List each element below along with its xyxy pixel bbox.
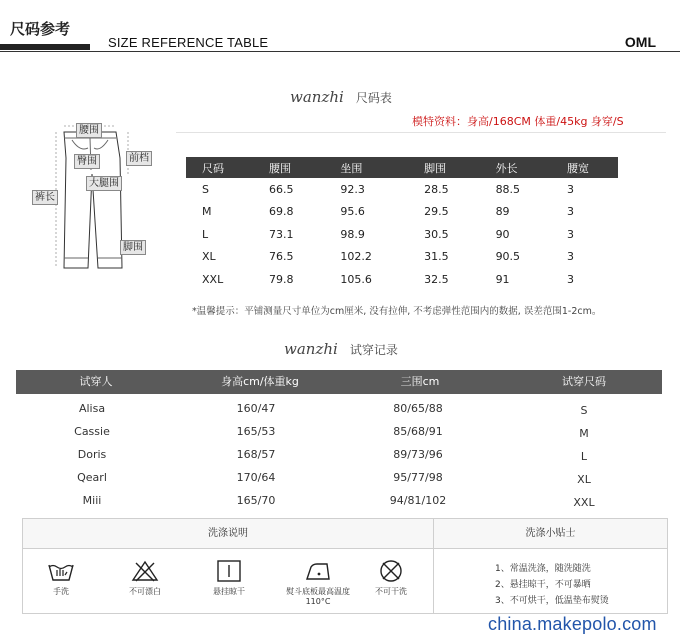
- header-cell: 试穿人: [79, 375, 113, 388]
- header-title-cn: 尺码参考: [10, 20, 71, 38]
- table-cell: 90.5: [495, 250, 521, 264]
- table-cell: L: [580, 450, 588, 463]
- header-cell: 腰围: [253, 157, 324, 178]
- no-bleach-icon: [130, 559, 160, 583]
- size-section-title: [290, 88, 392, 106]
- hang-dry-icon: [214, 559, 244, 583]
- table-cell: 91: [495, 272, 510, 286]
- care-caption: 手洗: [53, 587, 69, 596]
- header-title-en: SIZE REFERENCE TABLE: [108, 35, 269, 50]
- try-section-title: [284, 340, 398, 358]
- table-cell: 80/65/88: [393, 402, 443, 415]
- header-cell: 试穿尺码: [562, 375, 606, 388]
- care-tip: 3、不可烘干，低温垫布熨烫: [495, 596, 609, 606]
- header-cell: 脚围: [408, 157, 479, 178]
- table-row: [16, 444, 662, 466]
- table-cell: 3: [566, 250, 574, 264]
- care-caption: 熨斗底板最高温度110°C: [286, 587, 350, 606]
- table-cell: S: [202, 182, 209, 196]
- care-title-left: 洗涤说明: [23, 519, 433, 549]
- table-cell: Doris: [77, 448, 107, 461]
- care-item-iron: [283, 559, 353, 607]
- header-cell: 三围cm: [400, 375, 440, 388]
- care-instructions: [22, 518, 668, 614]
- table-row: [16, 490, 662, 512]
- table-cell: 168/57: [236, 448, 276, 461]
- model-info: 模特资料：身高/168CM 体重/45kg 身穿/S: [412, 115, 624, 128]
- table-cell: 160/47: [236, 402, 276, 415]
- diagram-label-length: 裤长: [32, 190, 58, 205]
- brand-logo: wanzhi: [284, 340, 338, 358]
- iron-icon: [303, 559, 333, 583]
- table-cell: L: [202, 227, 209, 241]
- pants-diagram: [28, 118, 158, 278]
- page-header: [0, 0, 680, 58]
- table-cell: XL: [577, 473, 591, 486]
- table-cell: 85/68/91: [393, 425, 443, 438]
- table-cell: 98.9: [340, 227, 365, 241]
- header-cell: 坐围: [324, 157, 408, 178]
- table-cell: 95/77/98: [393, 471, 443, 484]
- table-cell: 31.5: [424, 250, 449, 264]
- table-row: [16, 398, 662, 420]
- care-caption: 不可漂白: [129, 587, 161, 596]
- diagram-label-hem: 脚围: [120, 240, 146, 255]
- table-cell: 105.6: [340, 272, 372, 286]
- try-table-header: [16, 370, 662, 394]
- table-cell: 88.5: [495, 182, 521, 196]
- care-item-no-tumble-dry: [361, 559, 421, 597]
- table-cell: 92.3: [340, 182, 365, 196]
- header-rule: [0, 51, 680, 52]
- care-item-hand-wash: [31, 559, 91, 597]
- table-cell: 66.5: [269, 182, 294, 196]
- care-tip: 1、常温洗涤，随洗随洗: [495, 564, 591, 574]
- table-cell: 69.8: [269, 205, 294, 219]
- brand-logo: wanzhi: [290, 88, 344, 106]
- table-cell: Cassie: [74, 425, 110, 438]
- diagram-label-thigh: 大腿围: [86, 176, 122, 191]
- table-cell: 170/64: [236, 471, 276, 484]
- table-cell: 3: [566, 205, 574, 219]
- size-table-header: [186, 157, 618, 178]
- table-row: [186, 246, 618, 269]
- table-cell: XXL: [202, 272, 224, 286]
- watermark: china.makepolo.com: [488, 614, 657, 634]
- try-section-label: 试穿记录: [349, 343, 398, 357]
- brand-name: OML: [624, 34, 656, 50]
- table-cell: 3: [566, 182, 574, 196]
- diagram-label-waist: 腰围: [76, 123, 102, 138]
- table-cell: 3: [566, 227, 574, 241]
- table-cell: 94/81/102: [389, 494, 447, 507]
- header-accent-bar: [0, 44, 90, 50]
- size-section-label: 尺码表: [355, 91, 392, 105]
- table-cell: 32.5: [424, 272, 449, 286]
- table-row: [186, 268, 618, 291]
- table-row: [186, 178, 618, 201]
- table-cell: XL: [202, 250, 216, 264]
- table-cell: 89/73/96: [393, 448, 443, 461]
- table-cell: XXL: [573, 496, 595, 509]
- table-cell: 89: [495, 205, 510, 219]
- header-cell: 尺码: [186, 157, 253, 178]
- care-title-right: 洗涤小贴士: [434, 519, 667, 549]
- size-table: [186, 157, 618, 291]
- care-item-hang-dry: [199, 559, 259, 597]
- table-cell: 102.2: [340, 250, 372, 264]
- table-row: [16, 421, 662, 443]
- table-row: [186, 223, 618, 246]
- table-cell: 90: [495, 227, 510, 241]
- table-cell: 165/53: [236, 425, 276, 438]
- table-cell: 79.8: [269, 272, 294, 286]
- table-cell: Miii: [82, 494, 102, 507]
- table-cell: 95.6: [340, 205, 365, 219]
- hand-wash-icon: [46, 559, 76, 583]
- section-divider: [176, 132, 666, 133]
- care-divider: [433, 519, 434, 613]
- table-row: [16, 467, 662, 489]
- table-cell: Alisa: [78, 402, 106, 415]
- header-cell: 身高cm/体重kg: [221, 375, 299, 388]
- care-tips: [495, 561, 609, 609]
- care-caption: 不可干洗: [375, 587, 407, 596]
- table-cell: 29.5: [424, 205, 449, 219]
- table-cell: S: [580, 404, 588, 417]
- header-cell: 外长: [480, 157, 551, 178]
- no-tumble-dry-icon: [376, 559, 406, 583]
- table-cell: 30.5: [424, 227, 449, 241]
- table-cell: M: [579, 427, 589, 440]
- table-cell: 76.5: [269, 250, 294, 264]
- header-cell: 腰宽: [551, 157, 618, 178]
- table-row: [186, 201, 618, 224]
- table-cell: 165/70: [236, 494, 276, 507]
- measurement-note: *温馨提示：平铺测量尺寸单位为cm厘米, 没有拉伸, 不考虑弹性范围内的数据, 误差范围1-2cm。: [192, 306, 602, 317]
- table-cell: Qearl: [77, 471, 107, 484]
- table-cell: 3: [566, 272, 574, 286]
- care-caption: 悬挂晾干: [213, 587, 245, 596]
- table-cell: 73.1: [269, 227, 294, 241]
- diagram-label-front-rise: 前档: [126, 151, 152, 166]
- care-tip: 2、悬挂晾干，不可暴晒: [495, 580, 591, 590]
- diagram-label-hip: 臀围: [74, 154, 100, 169]
- table-cell: M: [202, 205, 212, 219]
- care-item-no-bleach: [115, 559, 175, 597]
- table-cell: 28.5: [424, 182, 449, 196]
